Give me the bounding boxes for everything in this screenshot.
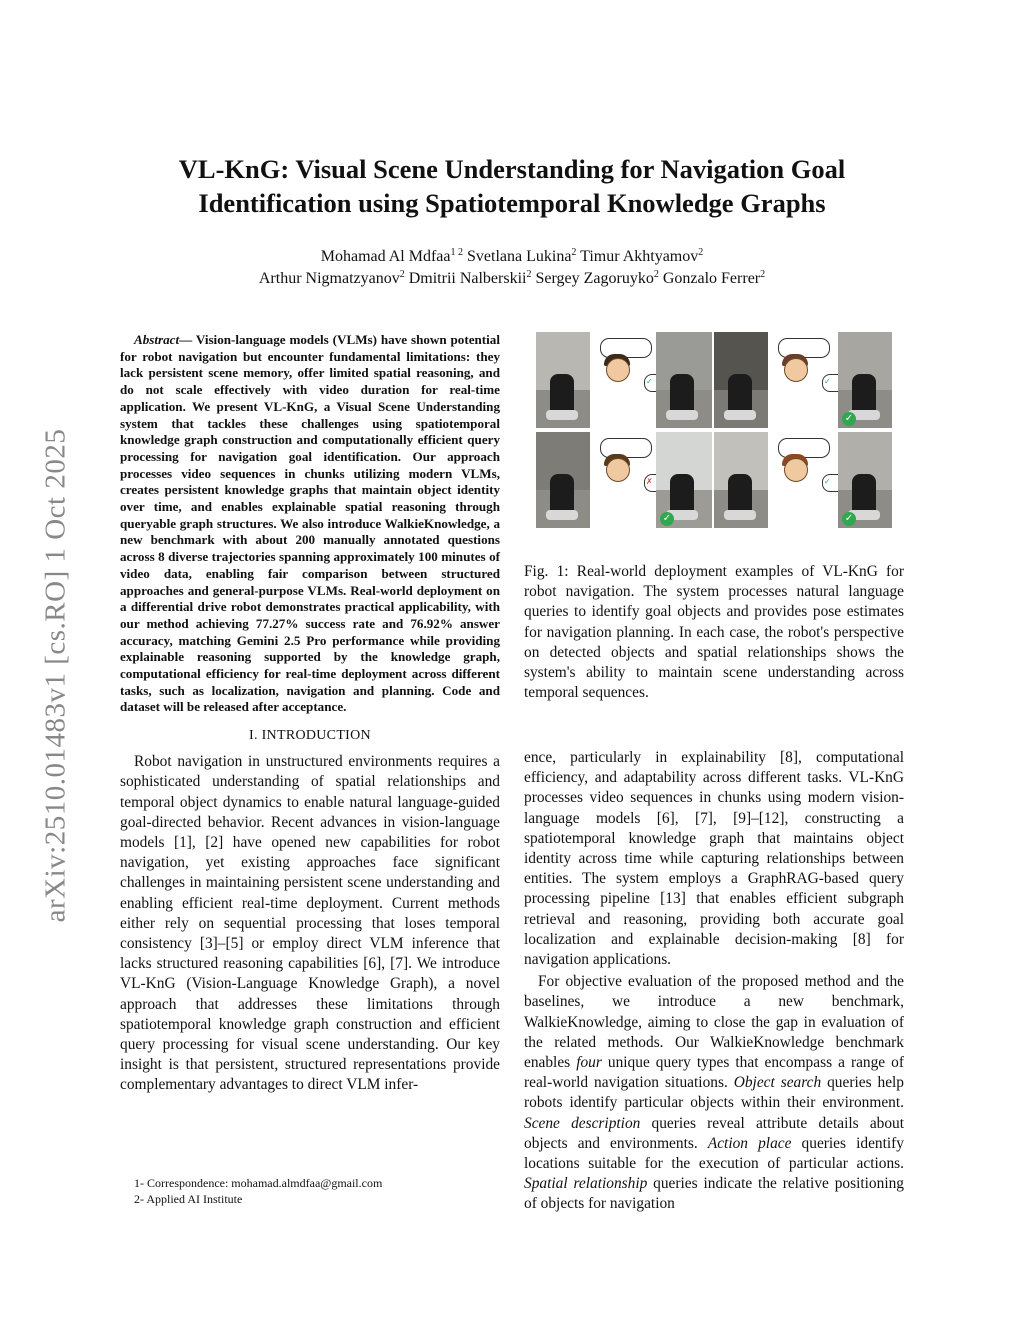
emphasis-scene-description: Scene description [524,1114,641,1132]
author-name: Gonzalo Ferrer [662,270,761,287]
author-affiliation: 2 [760,269,766,280]
author-name: Dmitrii Nalberskii [408,270,527,287]
emphasis-spatial-relationship: Spatial relationship [524,1175,648,1193]
text-run: queries indicate the relative positioning of objects for navigation [524,1175,904,1213]
author-affiliation: 1 2 [450,247,463,258]
user-avatar-icon [784,458,808,482]
abstract-text: — Vision-language models (VLMs) have shown potential for robot navigation but encounter fundamental limitations: they lack persistent scene memory, offer limited spatial reasoning, and do not scale effectively with video duration for real-time application. We present VL-KnG, a Visual Scene Understanding system that tackles these challenges using spatiotemporal knowledge graph construction and computationally efficient query processing for navigation goal identification. Our approach processes video sequences in chunks utilizing modern VLMs, creates persistent knowledge graphs that maintain object identity over time, and enables explainable spatial reasoning through queryable graph structures. We also introduce WalkieKnowledge, a new benchmark with about 200 manually annotated questions across 8 diverse trajectories spanning approximately 100 minutes of video data, enabling fair comparison between structured approaches and general-purpose VLMs. Real-world deployment on a differential drive robot demonstrates practical applicability, with our method achieving 77.27% success rate and 76.92% answer accuracy, matching Gemini 2.5 Pro performance while providing explainable reasoning supported by the knowledge graph, computational efficiency for real-time deployment across different tasks, such as localization, navigation and planning. Code and dataset will be released after acceptance. [120,332,500,715]
right-column [524,748,904,1215]
intro-paragraph: Robot navigation in unstructured environments requires a sophisticated understanding of spatial relationships and temporal object dynamics to enable natural language-guided goal-directed behavior. Recent advances in vision-language models [1], [2] have opened new capabilities for robot navigation, yet existing approaches face significant challenges in maintaining persistent scene understanding and enabling efficient real-time deployment. Current methods either rely on sequential processing that loses temporal consistency [3]–[5] or employ direct VLM inference that lacks structured reasoning capabilities [6], [7]. We introduce VL-KnG (Vision-Language Knowledge Graph), a novel approach that addresses these limitations through spatiotemporal knowledge graph construction and efficient query processing for visual scene understanding. Our key insight is that persistent, structured representations provide complementary advantages to direct VLM infer- [120,753,500,1094]
author-name: Mohamad Al Mdfaa [320,248,451,265]
author-list [120,246,904,290]
emphasis-action-place: Action place [707,1134,792,1152]
abstract-label: Abstract [134,332,180,347]
arxiv-side-stamp [36,380,76,970]
robot-photo [656,332,712,428]
author-name: Arthur Nigmatzyanov [258,270,400,287]
robot-photo [838,432,892,528]
footnote-affiliation: 2- Applied AI Institute [134,1192,243,1206]
author-name: Timur Akhtyamov [580,248,699,265]
author-affiliation: 2 [399,269,405,280]
benchmark-paragraph [524,972,904,1214]
robot-photo [536,432,590,528]
author-line-2 [120,268,904,290]
figure-row [536,332,892,428]
text-run: queries identify locations suitable for the execution of particular actions. [524,1134,904,1173]
section-heading-introduction: I. INTRODUCTION [249,728,371,744]
figure-1-caption: Fig. 1: Real-world deployment examples of VL-KnG for robot navigation. The system processes natural language queries to identify goal objects and provides pose estimates for navigation planning. In each case, the robot's perspective on detected objects and spatial relationships shows the system's ability to maintain scene understanding across temporal sequences. [524,563,904,702]
figure-row [536,432,892,528]
check-icon: ✓ [824,477,831,486]
text-run: For objective evaluation of the proposed method and the baselines, we introduce a new benchmark, WalkieKnowledge, aiming to close the gap in evaluation of the related methods. Our WalkieKnowledge benchmark enables [524,973,904,1072]
user-avatar-icon [784,358,808,382]
author-name: Svetlana Lukina [467,248,572,265]
intro-continuation-paragraph: ence, particularly in explainability [8], computational efficiency, and adaptability across different tasks. VL-KnG processes video sequences in chunks using modern vision-language models [6], [7], [9]–[12], constructing a spatiotemporal knowledge graph that maintains object identity across time while capturing relationships between entities. The system employs a GraphRAG-based query processing pipeline [13] that enables efficient subgraph retrieval and reasoning, providing both accurate goal localization and explainable decision-making [8] for navigation applications. [524,749,904,969]
author-affiliation: 2 [653,269,659,280]
user-avatar-icon [606,358,630,382]
text-run: queries reveal attribute details about objects and environments. [524,1114,905,1152]
left-column [120,332,500,1096]
emphasis-object-search: Object search [733,1074,822,1092]
success-check-icon: ✓ [842,512,856,526]
figure-1-image-grid [536,332,892,532]
robot-photo [656,432,712,528]
paper-title: VL-KnG: Visual Scene Understanding for Navigation Goal Identification using Spatiotemporal Knowledge Graphs [178,154,846,218]
author-affiliation: 2 [526,269,532,280]
success-check-icon: ✓ [842,412,856,426]
abstract [120,332,500,716]
footnotes [120,1175,500,1207]
cross-icon: ✗ [646,477,653,486]
footnote-correspondence: 1- Correspondence: mohamad.almdfaa@gmail.com [134,1176,383,1190]
robot-photo [536,332,590,428]
robot-photo [714,432,768,528]
success-check-icon: ✓ [660,512,674,526]
text-run: unique query types that encompass a range of real-world navigation situations. [524,1054,904,1092]
user-avatar-icon [606,458,630,482]
arxiv-identifier: arXiv:2510.01483v1 [cs.RO] 1 Oct 2025 [39,428,72,922]
robot-photo [714,332,768,428]
check-icon: ✓ [824,377,831,386]
author-affiliation: 2 [698,247,704,258]
robot-photo [838,332,892,428]
author-line-1 [120,246,904,268]
author-name: Sergey Zagoruyko [535,270,654,287]
emphasis-four: four [576,1054,602,1072]
text-run: queries help robots identify particular objects within their environment. [524,1074,904,1112]
check-icon: ✓ [646,377,653,386]
author-affiliation: 2 [571,247,577,258]
